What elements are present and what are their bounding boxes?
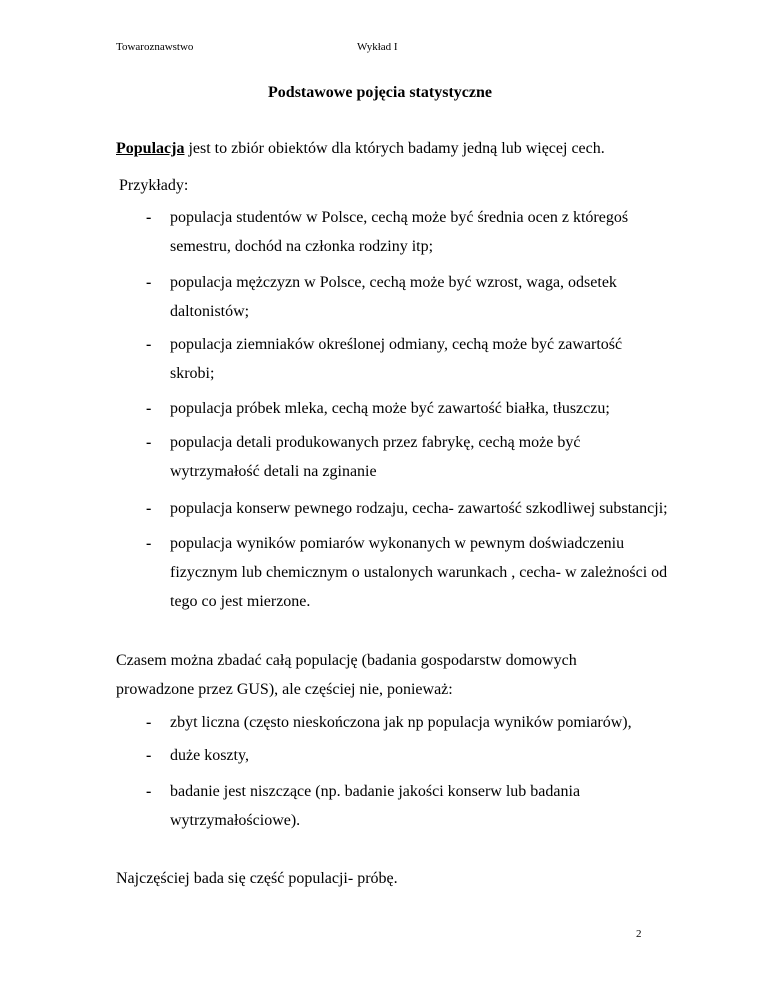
bullet-dash: - xyxy=(146,747,152,764)
list-item-line: daltonistów; xyxy=(170,303,250,320)
reasons-intro-line-2: prowadzone przez GUS), ale częściej nie, ponieważ: xyxy=(116,681,453,698)
bullet-dash: - xyxy=(146,274,152,291)
list-item-line: zbyt liczna (często nieskończona jak np populacja wyników pomiarów), xyxy=(170,714,632,731)
list-item-line: tego co jest mierzone. xyxy=(170,593,311,610)
list-item-line: populacja mężczyzn w Polsce, cechą może być wzrost, waga, odsetek xyxy=(170,274,617,291)
bullet-dash: - xyxy=(146,783,152,800)
list-item-line: duże koszty, xyxy=(170,747,249,764)
definition-paragraph xyxy=(116,134,605,163)
bullet-dash: - xyxy=(146,336,152,353)
definition-text: jest to zbiór obiektów dla których badamy jedną lub więcej cech. xyxy=(184,140,605,157)
bullet-dash: - xyxy=(146,500,152,517)
examples-label: Przykłady: xyxy=(119,177,189,194)
bullet-dash: - xyxy=(146,535,152,552)
list-item-line: wytrzymałościowe). xyxy=(170,812,301,829)
bullet-dash: - xyxy=(146,400,152,417)
list-item-text xyxy=(170,428,580,486)
list-item-line: fizycznym lub chemicznym o ustalonych warunkach , cecha- w zależności od xyxy=(170,564,668,581)
list-item-line: skrobi; xyxy=(170,365,215,382)
bullet-dash: - xyxy=(146,714,152,731)
page-number: 2 xyxy=(636,928,642,940)
list-item-line: populacja ziemniaków określonej odmiany, cechą może być zawartość xyxy=(170,336,623,353)
bullet-dash: - xyxy=(146,434,152,451)
header-lecture-number: Wykład I xyxy=(357,41,398,53)
list-item-text xyxy=(170,777,580,835)
list-item-line: semestru, dochód na członka rodziny itp; xyxy=(170,238,434,255)
conclusion-paragraph: Najczęściej bada się część populacji- próbę. xyxy=(116,870,398,887)
header-course-name: Towaroznawstwo xyxy=(116,41,194,53)
list-item-text xyxy=(170,268,617,326)
list-item-text xyxy=(170,394,610,423)
list-item-line: populacja konserw pewnego rodzaju, cecha- zawartość szkodliwej substancji; xyxy=(170,500,668,517)
list-item-line: wytrzymałość detali na zginanie xyxy=(170,463,377,480)
page-title: Podstawowe pojęcia statystyczne xyxy=(268,84,492,101)
list-item-line: populacja studentów w Polsce, cechą może być średnia ocen z któregoś xyxy=(170,209,629,226)
list-item-line: populacja detali produkowanych przez fabrykę, cechą może być xyxy=(170,434,581,451)
list-item-text xyxy=(170,741,249,770)
reasons-intro-line-1: Czasem można zbadać całą populację (badania gospodarstw domowych xyxy=(116,652,577,669)
list-item-line: badanie jest niszczące (np. badanie jakości konserw lub badania xyxy=(170,783,581,800)
bullet-dash: - xyxy=(146,209,152,226)
list-item-line: populacja wyników pomiarów wykonanych w pewnym doświadczeniu xyxy=(170,535,625,552)
list-item-text xyxy=(170,494,668,523)
list-item-line: populacja próbek mleka, cechą może być zawartość białka, tłuszczu; xyxy=(170,400,610,417)
definition-term: Populacja xyxy=(116,140,185,157)
list-item-text xyxy=(170,708,632,737)
list-item-text xyxy=(170,330,622,388)
list-item-text xyxy=(170,203,628,261)
list-item-text xyxy=(170,529,667,616)
